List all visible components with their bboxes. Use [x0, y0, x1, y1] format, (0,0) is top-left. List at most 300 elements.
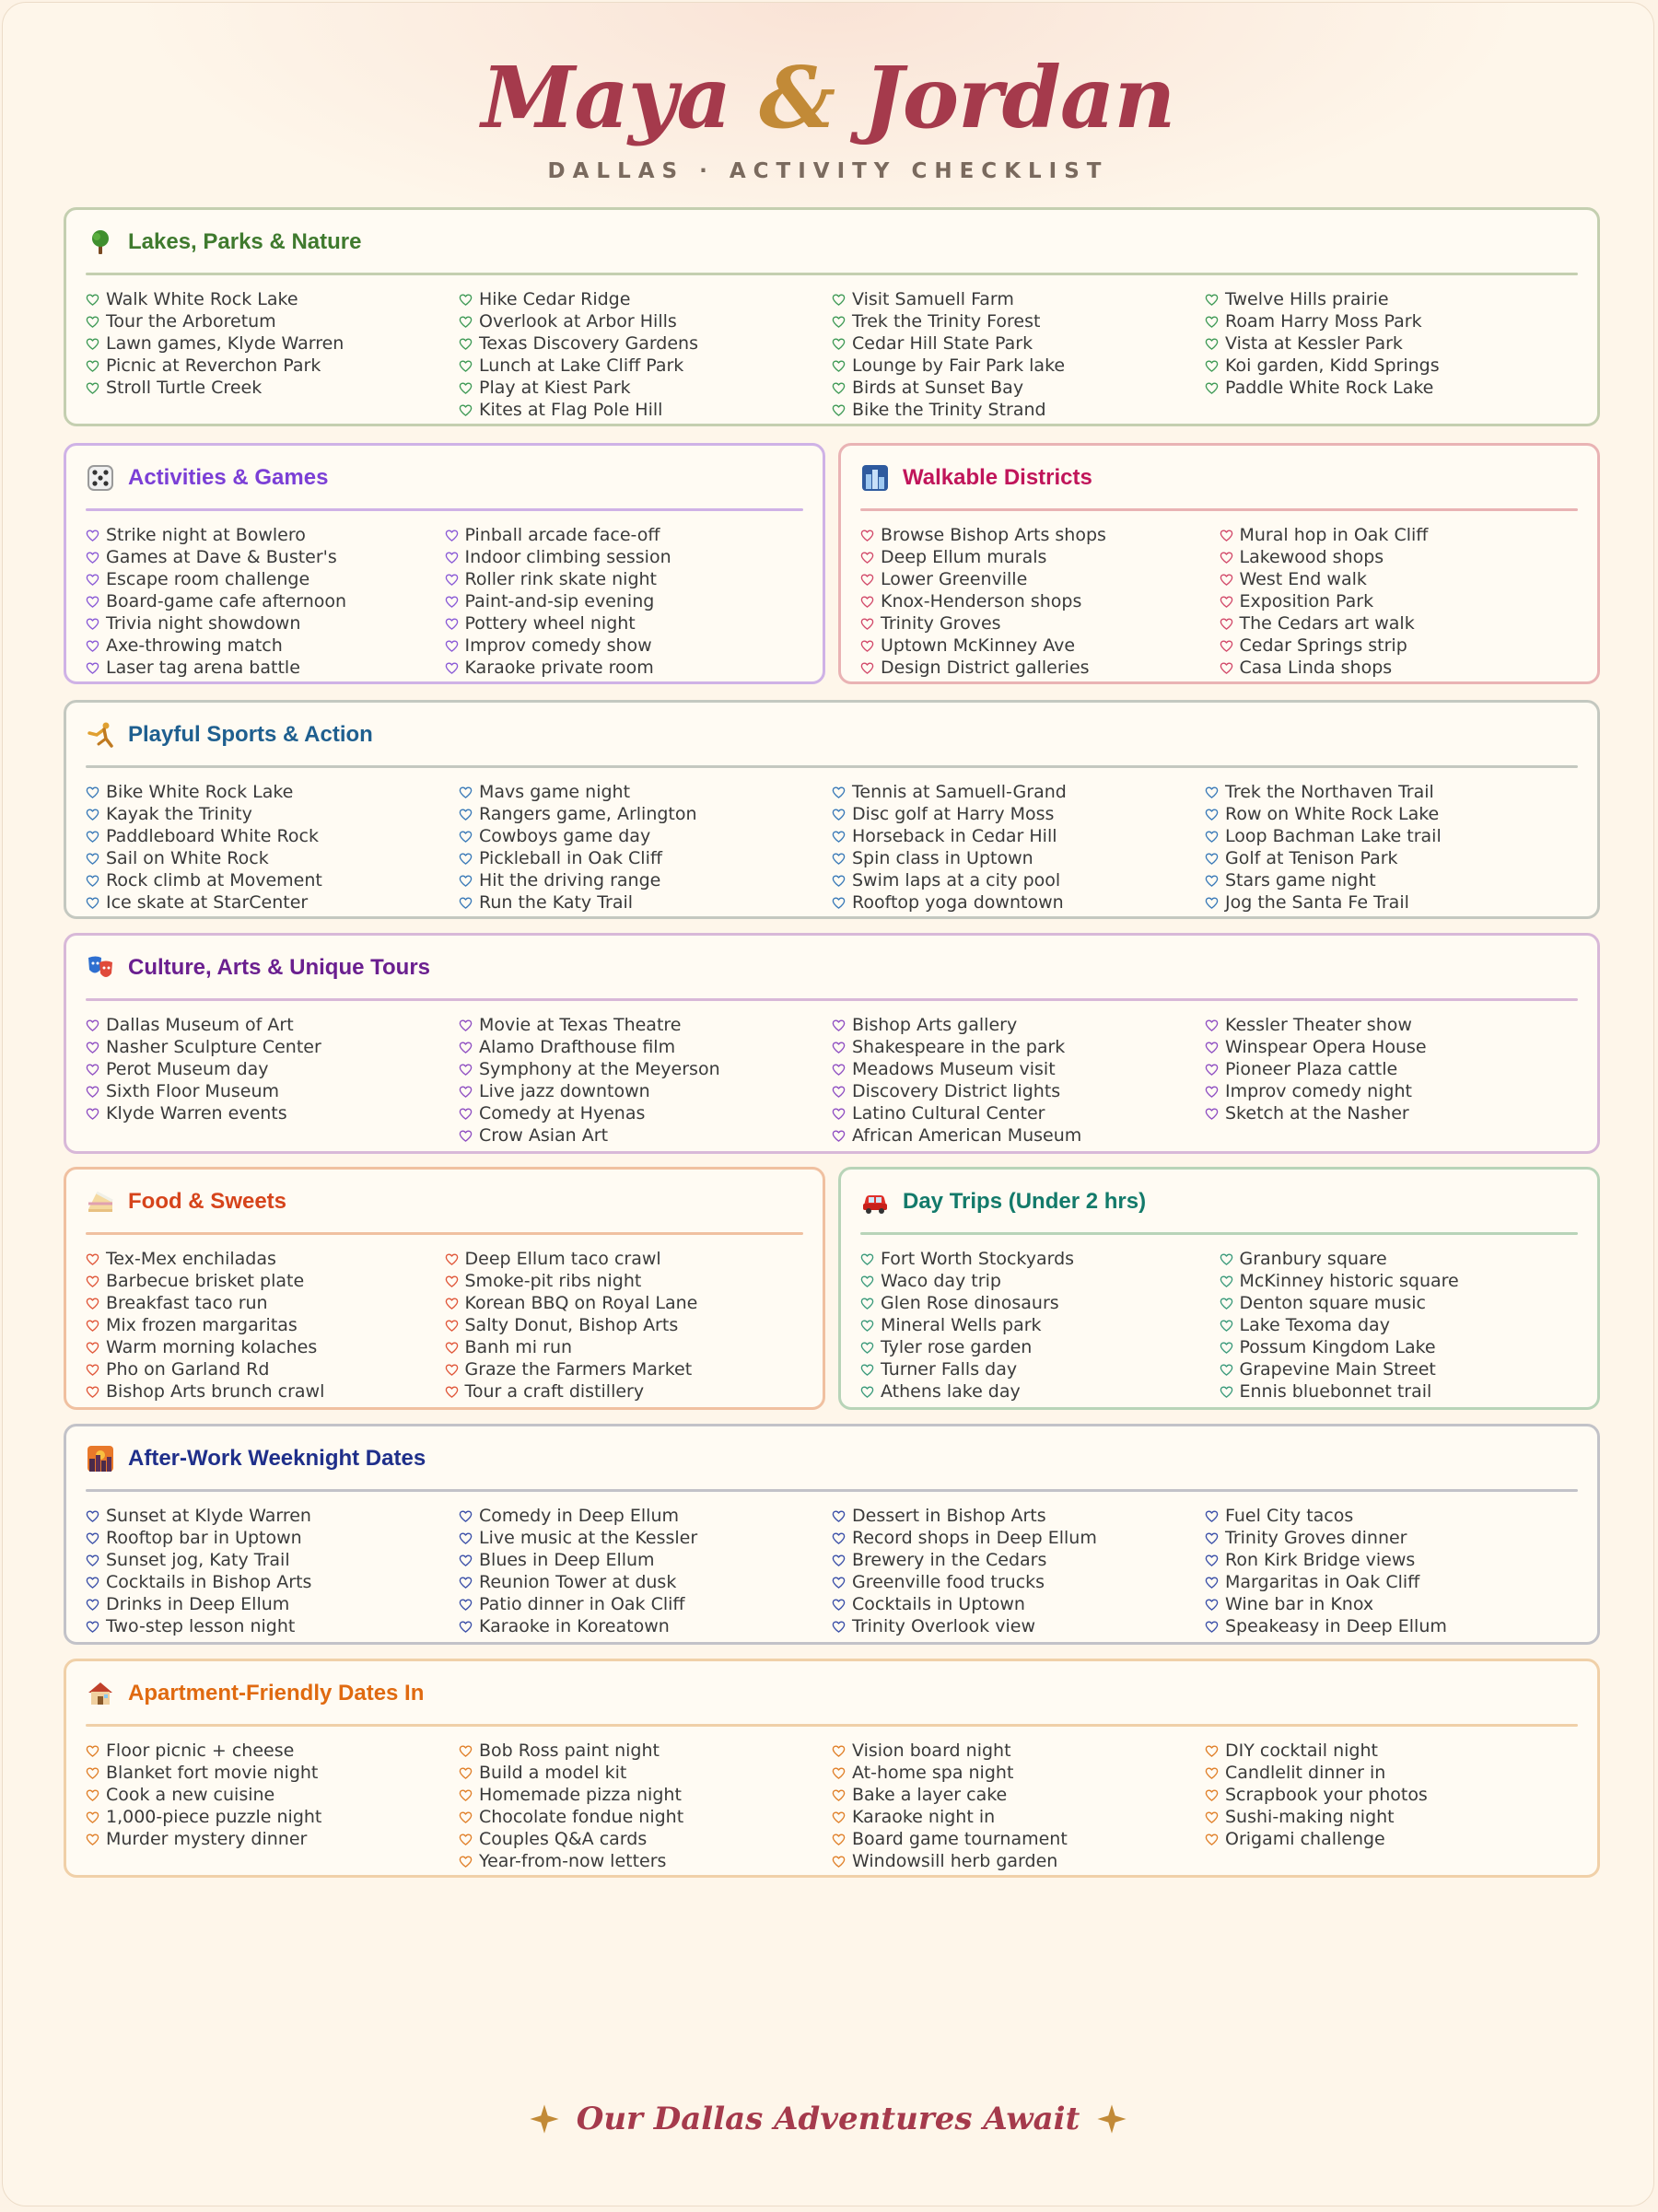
heart-checkbox-icon[interactable]	[832, 852, 846, 866]
checklist-item[interactable]	[1205, 1828, 1578, 1850]
checklist-item[interactable]	[832, 1505, 1205, 1527]
checklist-item[interactable]	[445, 1336, 804, 1358]
heart-checkbox-icon[interactable]	[445, 529, 459, 542]
heart-checkbox-icon[interactable]	[459, 293, 473, 307]
checklist-item[interactable]	[1220, 1380, 1579, 1403]
checklist-item[interactable]	[832, 803, 1205, 825]
checklist-item[interactable]	[86, 377, 459, 399]
checklist-item[interactable]	[459, 377, 832, 399]
heart-checkbox-icon[interactable]	[1205, 1554, 1219, 1567]
checklist-item[interactable]	[445, 590, 804, 612]
checklist-item[interactable]	[1205, 1505, 1578, 1527]
checklist-item[interactable]	[1220, 1270, 1579, 1292]
checklist-item[interactable]	[459, 1806, 832, 1828]
checklist-item[interactable]	[445, 568, 804, 590]
heart-checkbox-icon[interactable]	[832, 1766, 846, 1780]
heart-checkbox-icon[interactable]	[1205, 337, 1219, 351]
heart-checkbox-icon[interactable]	[459, 1620, 473, 1634]
checklist-item[interactable]	[1205, 377, 1578, 399]
heart-checkbox-icon[interactable]	[459, 337, 473, 351]
heart-checkbox-icon[interactable]	[459, 1744, 473, 1758]
heart-checkbox-icon[interactable]	[445, 1297, 459, 1310]
checklist-item[interactable]	[86, 310, 459, 332]
checklist-item[interactable]	[832, 847, 1205, 869]
heart-checkbox-icon[interactable]	[832, 359, 846, 373]
heart-checkbox-icon[interactable]	[832, 1509, 846, 1523]
heart-checkbox-icon[interactable]	[459, 1598, 473, 1612]
heart-checkbox-icon[interactable]	[86, 1598, 99, 1612]
checklist-item[interactable]	[1205, 1740, 1578, 1762]
heart-checkbox-icon[interactable]	[860, 1252, 874, 1266]
checklist-item[interactable]	[86, 657, 445, 679]
checklist-item[interactable]	[832, 1571, 1205, 1593]
heart-checkbox-icon[interactable]	[832, 1107, 846, 1121]
heart-checkbox-icon[interactable]	[1205, 1766, 1219, 1780]
checklist-item[interactable]	[445, 612, 804, 634]
heart-checkbox-icon[interactable]	[459, 808, 473, 821]
checklist-item[interactable]	[1205, 1593, 1578, 1615]
checklist-item[interactable]	[1220, 1358, 1579, 1380]
checklist-item[interactable]	[445, 1292, 804, 1314]
checklist-item[interactable]	[1205, 1549, 1578, 1571]
heart-checkbox-icon[interactable]	[445, 1385, 459, 1399]
checklist-item[interactable]	[832, 1080, 1205, 1102]
heart-checkbox-icon[interactable]	[445, 1319, 459, 1333]
heart-checkbox-icon[interactable]	[1205, 1107, 1219, 1121]
checklist-item[interactable]	[860, 1248, 1220, 1270]
heart-checkbox-icon[interactable]	[1205, 1576, 1219, 1589]
heart-checkbox-icon[interactable]	[86, 1341, 99, 1355]
checklist-item[interactable]	[860, 590, 1220, 612]
heart-checkbox-icon[interactable]	[445, 595, 459, 609]
heart-checkbox-icon[interactable]	[1205, 808, 1219, 821]
heart-checkbox-icon[interactable]	[1220, 1385, 1233, 1399]
heart-checkbox-icon[interactable]	[459, 359, 473, 373]
checklist-item[interactable]	[86, 1740, 459, 1762]
heart-checkbox-icon[interactable]	[86, 1766, 99, 1780]
checklist-item[interactable]	[86, 1014, 459, 1036]
heart-checkbox-icon[interactable]	[1205, 1063, 1219, 1077]
checklist-item[interactable]	[445, 546, 804, 568]
checklist-item[interactable]	[860, 1380, 1220, 1403]
checklist-item[interactable]	[459, 399, 832, 421]
heart-checkbox-icon[interactable]	[832, 1085, 846, 1099]
heart-checkbox-icon[interactable]	[86, 786, 99, 799]
heart-checkbox-icon[interactable]	[86, 1275, 99, 1288]
heart-checkbox-icon[interactable]	[1205, 315, 1219, 329]
heart-checkbox-icon[interactable]	[860, 1385, 874, 1399]
heart-checkbox-icon[interactable]	[445, 551, 459, 565]
checklist-item[interactable]	[459, 1828, 832, 1850]
heart-checkbox-icon[interactable]	[1220, 1297, 1233, 1310]
checklist-item[interactable]	[1205, 1806, 1578, 1828]
checklist-item[interactable]	[1205, 1784, 1578, 1806]
heart-checkbox-icon[interactable]	[459, 874, 473, 888]
checklist-item[interactable]	[86, 869, 459, 891]
heart-checkbox-icon[interactable]	[832, 1833, 846, 1846]
checklist-item[interactable]	[1205, 1571, 1578, 1593]
heart-checkbox-icon[interactable]	[1220, 1275, 1233, 1288]
heart-checkbox-icon[interactable]	[86, 381, 99, 395]
checklist-item[interactable]	[459, 1036, 832, 1058]
heart-checkbox-icon[interactable]	[832, 808, 846, 821]
heart-checkbox-icon[interactable]	[459, 1576, 473, 1589]
heart-checkbox-icon[interactable]	[86, 1041, 99, 1054]
heart-checkbox-icon[interactable]	[459, 852, 473, 866]
checklist-item[interactable]	[1205, 1102, 1578, 1124]
heart-checkbox-icon[interactable]	[459, 1788, 473, 1802]
heart-checkbox-icon[interactable]	[459, 1810, 473, 1824]
heart-checkbox-icon[interactable]	[86, 1385, 99, 1399]
checklist-item[interactable]	[1220, 546, 1579, 568]
checklist-item[interactable]	[445, 634, 804, 657]
checklist-item[interactable]	[459, 288, 832, 310]
heart-checkbox-icon[interactable]	[459, 315, 473, 329]
checklist-item[interactable]	[86, 825, 459, 847]
heart-checkbox-icon[interactable]	[832, 293, 846, 307]
heart-checkbox-icon[interactable]	[86, 1531, 99, 1545]
checklist-item[interactable]	[860, 634, 1220, 657]
heart-checkbox-icon[interactable]	[1205, 874, 1219, 888]
checklist-item[interactable]	[86, 1358, 445, 1380]
heart-checkbox-icon[interactable]	[1220, 1341, 1233, 1355]
heart-checkbox-icon[interactable]	[445, 639, 459, 653]
checklist-item[interactable]	[1205, 825, 1578, 847]
checklist-item[interactable]	[445, 1380, 804, 1403]
heart-checkbox-icon[interactable]	[1220, 1252, 1233, 1266]
checklist-item[interactable]	[86, 1080, 459, 1102]
checklist-item[interactable]	[1220, 1248, 1579, 1270]
heart-checkbox-icon[interactable]	[860, 1275, 874, 1288]
heart-checkbox-icon[interactable]	[86, 529, 99, 542]
heart-checkbox-icon[interactable]	[1220, 529, 1233, 542]
heart-checkbox-icon[interactable]	[86, 1509, 99, 1523]
checklist-item[interactable]	[832, 1527, 1205, 1549]
checklist-item[interactable]	[445, 1248, 804, 1270]
heart-checkbox-icon[interactable]	[86, 1019, 99, 1032]
heart-checkbox-icon[interactable]	[459, 1833, 473, 1846]
checklist-item[interactable]	[459, 1762, 832, 1784]
checklist-item[interactable]	[86, 1762, 459, 1784]
heart-checkbox-icon[interactable]	[860, 617, 874, 631]
checklist-item[interactable]	[459, 781, 832, 803]
checklist-item[interactable]	[86, 1036, 459, 1058]
heart-checkbox-icon[interactable]	[1205, 1041, 1219, 1054]
checklist-item[interactable]	[1220, 1314, 1579, 1336]
heart-checkbox-icon[interactable]	[459, 1531, 473, 1545]
heart-checkbox-icon[interactable]	[832, 1063, 846, 1077]
heart-checkbox-icon[interactable]	[1205, 1620, 1219, 1634]
checklist-item[interactable]	[86, 1549, 459, 1571]
checklist-item[interactable]	[459, 332, 832, 355]
checklist-item[interactable]	[832, 1036, 1205, 1058]
checklist-item[interactable]	[832, 355, 1205, 377]
checklist-item[interactable]	[86, 1571, 459, 1593]
checklist-item[interactable]	[459, 803, 832, 825]
heart-checkbox-icon[interactable]	[832, 1620, 846, 1634]
checklist-item[interactable]	[1205, 1058, 1578, 1080]
heart-checkbox-icon[interactable]	[459, 1019, 473, 1032]
checklist-item[interactable]	[860, 524, 1220, 546]
heart-checkbox-icon[interactable]	[86, 896, 99, 910]
heart-checkbox-icon[interactable]	[860, 639, 874, 653]
checklist-item[interactable]	[832, 1593, 1205, 1615]
checklist-item[interactable]	[1220, 634, 1579, 657]
checklist-item[interactable]	[459, 891, 832, 914]
checklist-item[interactable]	[832, 310, 1205, 332]
heart-checkbox-icon[interactable]	[86, 1063, 99, 1077]
checklist-item[interactable]	[832, 1828, 1205, 1850]
heart-checkbox-icon[interactable]	[86, 1788, 99, 1802]
heart-checkbox-icon[interactable]	[459, 1855, 473, 1869]
heart-checkbox-icon[interactable]	[1205, 1019, 1219, 1032]
checklist-item[interactable]	[832, 781, 1205, 803]
heart-checkbox-icon[interactable]	[86, 617, 99, 631]
heart-checkbox-icon[interactable]	[86, 808, 99, 821]
checklist-item[interactable]	[445, 1358, 804, 1380]
heart-checkbox-icon[interactable]	[445, 1252, 459, 1266]
heart-checkbox-icon[interactable]	[1205, 1509, 1219, 1523]
checklist-item[interactable]	[1205, 288, 1578, 310]
checklist-item[interactable]	[86, 590, 445, 612]
heart-checkbox-icon[interactable]	[445, 1363, 459, 1377]
checklist-item[interactable]	[459, 1549, 832, 1571]
heart-checkbox-icon[interactable]	[1220, 661, 1233, 675]
heart-checkbox-icon[interactable]	[1205, 1085, 1219, 1099]
heart-checkbox-icon[interactable]	[832, 403, 846, 417]
checklist-item[interactable]	[459, 1124, 832, 1147]
checklist-item[interactable]	[832, 1102, 1205, 1124]
checklist-item[interactable]	[832, 1014, 1205, 1036]
heart-checkbox-icon[interactable]	[1205, 1598, 1219, 1612]
heart-checkbox-icon[interactable]	[832, 1576, 846, 1589]
checklist-item[interactable]	[832, 288, 1205, 310]
heart-checkbox-icon[interactable]	[832, 1744, 846, 1758]
checklist-item[interactable]	[459, 847, 832, 869]
checklist-item[interactable]	[86, 1806, 459, 1828]
checklist-item[interactable]	[86, 1314, 445, 1336]
heart-checkbox-icon[interactable]	[445, 661, 459, 675]
heart-checkbox-icon[interactable]	[1205, 1788, 1219, 1802]
heart-checkbox-icon[interactable]	[86, 1085, 99, 1099]
checklist-item[interactable]	[832, 1762, 1205, 1784]
heart-checkbox-icon[interactable]	[832, 1598, 846, 1612]
heart-checkbox-icon[interactable]	[1205, 896, 1219, 910]
checklist-item[interactable]	[459, 1593, 832, 1615]
checklist-item[interactable]	[1220, 657, 1579, 679]
checklist-item[interactable]	[1205, 1527, 1578, 1549]
heart-checkbox-icon[interactable]	[832, 1788, 846, 1802]
heart-checkbox-icon[interactable]	[1220, 551, 1233, 565]
checklist-item[interactable]	[1220, 568, 1579, 590]
checklist-item[interactable]	[86, 355, 459, 377]
heart-checkbox-icon[interactable]	[86, 1107, 99, 1121]
checklist-item[interactable]	[832, 1058, 1205, 1080]
heart-checkbox-icon[interactable]	[832, 1810, 846, 1824]
heart-checkbox-icon[interactable]	[832, 830, 846, 844]
heart-checkbox-icon[interactable]	[832, 896, 846, 910]
checklist-item[interactable]	[459, 1058, 832, 1080]
heart-checkbox-icon[interactable]	[459, 1107, 473, 1121]
checklist-item[interactable]	[860, 568, 1220, 590]
checklist-item[interactable]	[459, 355, 832, 377]
heart-checkbox-icon[interactable]	[86, 830, 99, 844]
checklist-item[interactable]	[1205, 803, 1578, 825]
heart-checkbox-icon[interactable]	[860, 573, 874, 587]
heart-checkbox-icon[interactable]	[832, 786, 846, 799]
checklist-item[interactable]	[86, 781, 459, 803]
checklist-item[interactable]	[832, 1615, 1205, 1637]
heart-checkbox-icon[interactable]	[459, 1554, 473, 1567]
heart-checkbox-icon[interactable]	[86, 852, 99, 866]
heart-checkbox-icon[interactable]	[860, 1319, 874, 1333]
checklist-item[interactable]	[459, 1571, 832, 1593]
checklist-item[interactable]	[86, 1336, 445, 1358]
checklist-item[interactable]	[860, 657, 1220, 679]
heart-checkbox-icon[interactable]	[1220, 617, 1233, 631]
checklist-item[interactable]	[459, 1080, 832, 1102]
checklist-item[interactable]	[860, 1270, 1220, 1292]
heart-checkbox-icon[interactable]	[86, 551, 99, 565]
heart-checkbox-icon[interactable]	[86, 874, 99, 888]
checklist-item[interactable]	[832, 399, 1205, 421]
checklist-item[interactable]	[459, 1014, 832, 1036]
heart-checkbox-icon[interactable]	[1220, 595, 1233, 609]
checklist-item[interactable]	[459, 869, 832, 891]
checklist-item[interactable]	[832, 891, 1205, 914]
heart-checkbox-icon[interactable]	[1205, 1833, 1219, 1846]
heart-checkbox-icon[interactable]	[860, 595, 874, 609]
heart-checkbox-icon[interactable]	[459, 1129, 473, 1143]
heart-checkbox-icon[interactable]	[1205, 293, 1219, 307]
checklist-item[interactable]	[86, 332, 459, 355]
heart-checkbox-icon[interactable]	[459, 896, 473, 910]
checklist-item[interactable]	[1220, 524, 1579, 546]
checklist-item[interactable]	[860, 1336, 1220, 1358]
checklist-item[interactable]	[1205, 847, 1578, 869]
checklist-item[interactable]	[860, 1314, 1220, 1336]
heart-checkbox-icon[interactable]	[86, 639, 99, 653]
checklist-item[interactable]	[459, 1102, 832, 1124]
checklist-item[interactable]	[1205, 1762, 1578, 1784]
checklist-item[interactable]	[860, 1292, 1220, 1314]
heart-checkbox-icon[interactable]	[860, 1363, 874, 1377]
checklist-item[interactable]	[86, 803, 459, 825]
checklist-item[interactable]	[459, 1527, 832, 1549]
checklist-item[interactable]	[1220, 1292, 1579, 1314]
checklist-item[interactable]	[1205, 891, 1578, 914]
checklist-item[interactable]	[86, 1615, 459, 1637]
checklist-item[interactable]	[86, 1593, 459, 1615]
heart-checkbox-icon[interactable]	[1220, 1363, 1233, 1377]
checklist-item[interactable]	[832, 1740, 1205, 1762]
checklist-item[interactable]	[1205, 1615, 1578, 1637]
heart-checkbox-icon[interactable]	[86, 315, 99, 329]
heart-checkbox-icon[interactable]	[86, 1620, 99, 1634]
checklist-item[interactable]	[1220, 590, 1579, 612]
heart-checkbox-icon[interactable]	[1205, 852, 1219, 866]
heart-checkbox-icon[interactable]	[445, 1341, 459, 1355]
heart-checkbox-icon[interactable]	[445, 617, 459, 631]
checklist-item[interactable]	[1205, 1080, 1578, 1102]
heart-checkbox-icon[interactable]	[86, 595, 99, 609]
checklist-item[interactable]	[832, 1784, 1205, 1806]
checklist-item[interactable]	[86, 1102, 459, 1124]
heart-checkbox-icon[interactable]	[459, 1766, 473, 1780]
heart-checkbox-icon[interactable]	[832, 381, 846, 395]
heart-checkbox-icon[interactable]	[86, 1319, 99, 1333]
heart-checkbox-icon[interactable]	[832, 1855, 846, 1869]
heart-checkbox-icon[interactable]	[832, 315, 846, 329]
heart-checkbox-icon[interactable]	[860, 529, 874, 542]
checklist-item[interactable]	[86, 568, 445, 590]
checklist-item[interactable]	[832, 377, 1205, 399]
checklist-item[interactable]	[860, 546, 1220, 568]
checklist-item[interactable]	[860, 612, 1220, 634]
heart-checkbox-icon[interactable]	[86, 661, 99, 675]
checklist-item[interactable]	[86, 546, 445, 568]
checklist-item[interactable]	[86, 1270, 445, 1292]
heart-checkbox-icon[interactable]	[459, 403, 473, 417]
heart-checkbox-icon[interactable]	[459, 1509, 473, 1523]
heart-checkbox-icon[interactable]	[86, 359, 99, 373]
heart-checkbox-icon[interactable]	[459, 1063, 473, 1077]
checklist-item[interactable]	[86, 891, 459, 914]
checklist-item[interactable]	[86, 524, 445, 546]
checklist-item[interactable]	[445, 524, 804, 546]
checklist-item[interactable]	[86, 1292, 445, 1314]
checklist-item[interactable]	[86, 1784, 459, 1806]
heart-checkbox-icon[interactable]	[860, 661, 874, 675]
checklist-item[interactable]	[86, 288, 459, 310]
heart-checkbox-icon[interactable]	[86, 1252, 99, 1266]
heart-checkbox-icon[interactable]	[860, 551, 874, 565]
checklist-item[interactable]	[86, 847, 459, 869]
checklist-item[interactable]	[832, 1549, 1205, 1571]
heart-checkbox-icon[interactable]	[1220, 1319, 1233, 1333]
heart-checkbox-icon[interactable]	[86, 1576, 99, 1589]
heart-checkbox-icon[interactable]	[86, 1833, 99, 1846]
heart-checkbox-icon[interactable]	[459, 1041, 473, 1054]
checklist-item[interactable]	[459, 1850, 832, 1872]
checklist-item[interactable]	[1205, 1014, 1578, 1036]
checklist-item[interactable]	[459, 1740, 832, 1762]
heart-checkbox-icon[interactable]	[1205, 381, 1219, 395]
heart-checkbox-icon[interactable]	[86, 1554, 99, 1567]
heart-checkbox-icon[interactable]	[1205, 1531, 1219, 1545]
heart-checkbox-icon[interactable]	[832, 337, 846, 351]
heart-checkbox-icon[interactable]	[832, 874, 846, 888]
heart-checkbox-icon[interactable]	[86, 1363, 99, 1377]
checklist-item[interactable]	[1205, 1036, 1578, 1058]
heart-checkbox-icon[interactable]	[459, 1085, 473, 1099]
checklist-item[interactable]	[1205, 332, 1578, 355]
heart-checkbox-icon[interactable]	[459, 381, 473, 395]
heart-checkbox-icon[interactable]	[860, 1297, 874, 1310]
checklist-item[interactable]	[86, 612, 445, 634]
heart-checkbox-icon[interactable]	[445, 573, 459, 587]
heart-checkbox-icon[interactable]	[459, 830, 473, 844]
checklist-item[interactable]	[445, 1270, 804, 1292]
heart-checkbox-icon[interactable]	[1205, 359, 1219, 373]
heart-checkbox-icon[interactable]	[459, 786, 473, 799]
heart-checkbox-icon[interactable]	[86, 293, 99, 307]
heart-checkbox-icon[interactable]	[832, 1554, 846, 1567]
heart-checkbox-icon[interactable]	[86, 1744, 99, 1758]
checklist-item[interactable]	[1220, 1336, 1579, 1358]
heart-checkbox-icon[interactable]	[832, 1019, 846, 1032]
checklist-item[interactable]	[1220, 612, 1579, 634]
